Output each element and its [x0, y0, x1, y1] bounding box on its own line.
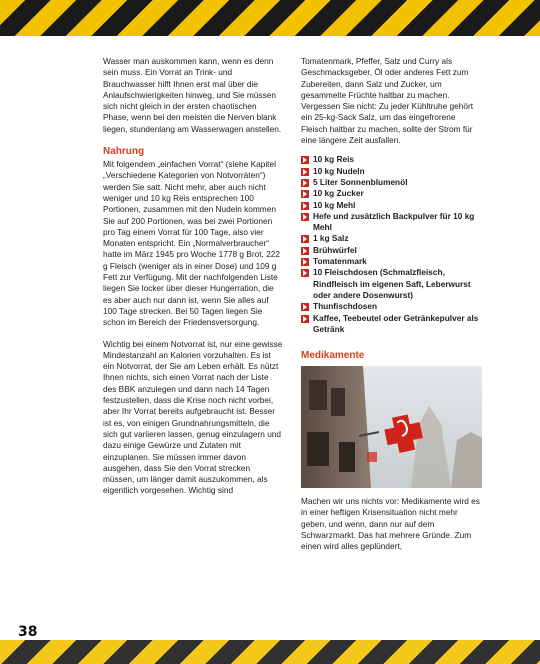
- list-item: Kaffee, Teebeutel oder Getränkepulver als Getränk: [301, 313, 484, 336]
- arrow-bullet-icon: [301, 303, 309, 311]
- arrow-bullet-icon: [301, 269, 309, 277]
- arrow-bullet-icon: [301, 258, 309, 266]
- hazard-stripe-top: [0, 0, 540, 36]
- arrow-bullet-icon: [301, 190, 309, 198]
- list-item: 10 kg Zucker: [301, 188, 484, 199]
- hazard-stripe-bottom: [0, 640, 540, 664]
- supply-checklist: [301, 154, 484, 335]
- page-number: 38: [18, 624, 38, 640]
- paragraph: Wasser man auskommen kann, wenn es denn sein muss. Ein Vorrat an Trink- und Brauchwasser hilft Ihnen erst mal über die Anlaufschwierigkeiten hinweg, und Sie müssen sich nicht gleich in der ersten chaotischen Phase, wenn bei den meisten die Nerven blank liegen, stundenlang am Wasserwagen anstellen.: [103, 56, 282, 134]
- arrow-bullet-icon: [301, 315, 309, 323]
- pharmacy-photo: [301, 366, 482, 488]
- section-heading-medikamente: Medikamente: [301, 350, 365, 362]
- list-item: Tomatenmark: [301, 256, 484, 267]
- list-item: Hefe und zusätzlich Backpulver für 10 kg Mehl: [301, 211, 484, 234]
- section-heading-nahrung: Nahrung: [103, 146, 145, 158]
- arrow-bullet-icon: [301, 202, 309, 210]
- list-item: Thunfischdosen: [301, 301, 484, 312]
- paragraph: Machen wir uns nichts vor: Medikamente wird es in einer heftigen Krisensituation nicht mehr geben, und wenn, dann nur auf dem Schwarzmarkt. Das hat mehrere Gründe. Zum einen wird alles geplündert,: [301, 496, 480, 552]
- list-item: 10 kg Reis: [301, 154, 484, 165]
- paragraph: Wichtig bei einem Notvorrat ist, nur eine gewisse Mindestanzahl an Kalorien vorzuhalten. Es ist ein Notvorrat, der Sie am Leben erhält. Es nützt Ihnen nichts, sich einen Vorrat nach der Liste des BBK anzulegen und dann nach 14 Tagen festzustellen, dass die Krise noch nicht vorbei, aber Ihr Vorrat bereits aufgebraucht ist. Besser ist es, von einigen Grundnahrungsmitteln, die sich gut variieren lassen, genug einzulagern und dazu einige Gewürze und Zutaten mit einzuplanen. Sie müssen immer davon ausgehen, dass Sie den Vorrat strecken müssen, um länger damit auszukommen, als eigentlich vorgesehen. Wichtig sind: [103, 338, 283, 496]
- left-column: [103, 56, 283, 507]
- arrow-bullet-icon: [301, 179, 309, 187]
- arrow-bullet-icon: [301, 213, 309, 221]
- paragraph: Tomatenmark, Pfeffer, Salz und Curry als Geschmacksgeber, Öl oder anderes Fett zum Zubereiten, dann Salz und Zucker, um gesammelte Früchte haltbar zu machen. Vergessen Sie nicht: Zu jeder Kühltruhe gehört ein 25-kg-Sack Salz, um das eingefrorene Fleisch haltbar zu machen, sollte der Strom für eine längere Zeit ausfallen.: [301, 56, 474, 146]
- list-item: 5 Liter Sonnenblumenöl: [301, 177, 484, 188]
- arrow-bullet-icon: [301, 235, 309, 243]
- arrow-bullet-icon: [301, 247, 309, 255]
- list-item: 1 kg Salz: [301, 233, 484, 244]
- arrow-bullet-icon: [301, 156, 309, 164]
- list-item: Brühwürfel: [301, 245, 484, 256]
- paragraph: Mit folgendem „einfachen Vorrat“ (siehe Kapitel „Verschiedene Kategorien von Notvorräten“) werden Sie satt. Nicht mehr, aber auch nicht weniger und 10 kg Reis entsprechen 100 Portionen, zusammen mit den Nudeln kommen Sie auf 200 Portionen, was bei zwei Portionen pro Tag einem Vorrat für 100 Tage, also vier Monaten entspricht. Ein „Normalverbraucher“ hatte im März 1945 pro Woche 1778 g Brot, 222 g Fleisch (weniger als in einer Dose) und 109 g Fett zur Verfügung. Mit der nachfolgenden Liste liegen Sie locker über dieser Hungerration, die es aber auch nur dann ist, wenn Sie alles auf 100 Tage strecken. Bei 50 Tagen liegen Sie schon im Bereich der Friedensversorgung.: [103, 159, 280, 328]
- pharmacy-sign-illustration: [301, 366, 482, 488]
- list-item: 10 Fleischdosen (Schmalzfleisch, Rindfleisch im eigenen Saft, Leberwurst oder andere Dosenwurst): [301, 267, 484, 301]
- list-item: 10 kg Nudeln: [301, 166, 484, 177]
- arrow-bullet-icon: [301, 168, 309, 176]
- list-item: 10 kg Mehl: [301, 200, 484, 211]
- right-column: [301, 56, 484, 563]
